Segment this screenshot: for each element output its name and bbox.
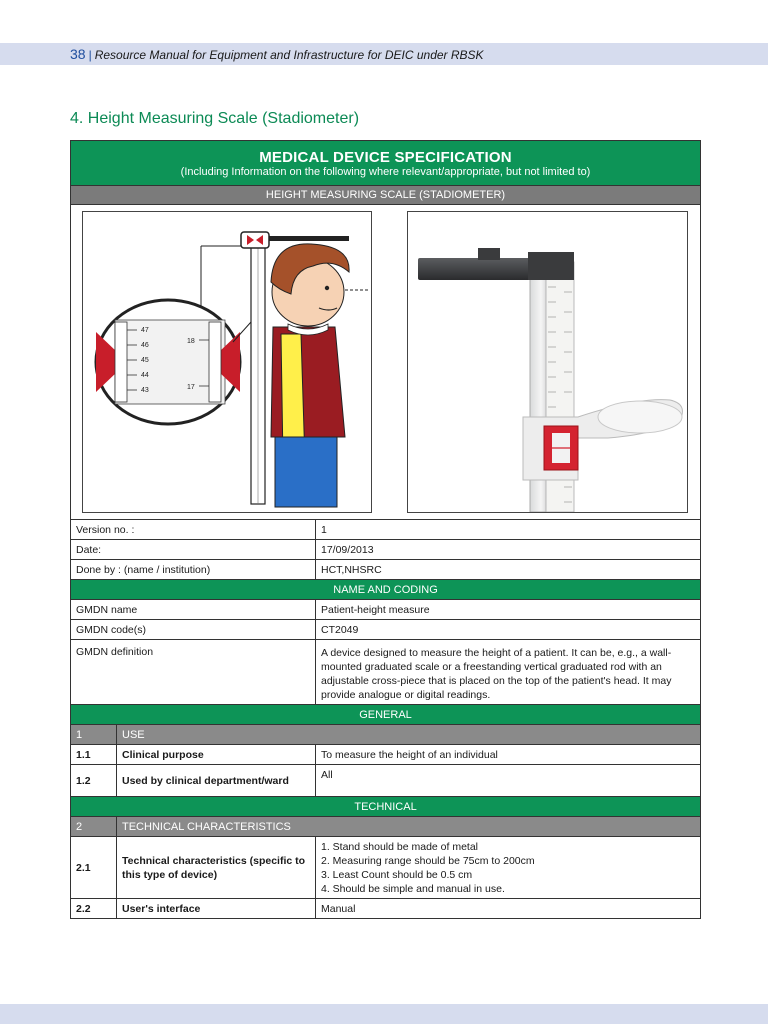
tick-43: 43 [141, 387, 149, 394]
tech-item-4: 4. Should be simple and manual in use. [321, 882, 505, 895]
tech-title: TECHNICAL CHARACTERISTICS [117, 817, 701, 837]
gmdn-definition-value: A device designed to measure the height of a patient. It can be, e.g., a wall-mounted graduated scale or a freestanding vertical graduated rod with an adjustable cross-piece that is placed on the top of the patient's head. It may provide analogue or digital readings. [316, 640, 701, 705]
tick-47: 47 [141, 327, 149, 334]
page-number: 38 [70, 46, 86, 62]
tech-number: 2 [71, 817, 117, 837]
meta-label-date: Date: [71, 540, 316, 560]
spec-heading-cell [71, 141, 701, 186]
gmdn-code-value: CT2049 [316, 620, 701, 640]
meta-value-done-by: HCT,NHSRC [316, 560, 701, 580]
gmdn-definition-label: GMDN definition [71, 640, 316, 705]
header-title: Resource Manual for Equipment and Infrastructure for DEIC under RBSK [94, 48, 484, 62]
child-measurement-drawing [83, 212, 371, 512]
tick-18: 18 [187, 338, 195, 345]
tech-item-1: 1. Stand should be made of metal [321, 840, 479, 853]
device-images-cell [71, 205, 701, 520]
meta-label-done-by: Done by : (name / institution) [71, 560, 316, 580]
tick-45: 45 [141, 357, 149, 364]
row-1-2-number: 1.2 [71, 765, 117, 797]
department-label: Used by clinical department/ward [117, 765, 316, 797]
meta-label-version: Version no. : [71, 520, 316, 540]
tech-characteristics-label: Technical characteristics (specific to this type of device) [117, 837, 316, 899]
row-2-2-number: 2.2 [71, 899, 117, 919]
gmdn-code-label: GMDN code(s) [71, 620, 316, 640]
section-title: 4. Height Measuring Scale (Stadiometer) [70, 110, 360, 127]
use-number: 1 [71, 725, 117, 745]
meta-value-date: 17/09/2013 [316, 540, 701, 560]
page-header [70, 45, 484, 64]
row-2-1-number: 2.1 [71, 837, 117, 899]
specification-table [70, 140, 701, 919]
clinical-purpose-label: Clinical purpose [117, 745, 316, 765]
device-name-bar: HEIGHT MEASURING SCALE (STADIOMETER) [71, 186, 701, 205]
tech-characteristics-value [316, 837, 701, 899]
stadiometer-illustration [82, 211, 372, 513]
technical-section-header: TECHNICAL [71, 797, 701, 817]
stadiometer-device-drawing [408, 212, 687, 512]
spec-subheading: (Including Information on the following where relevant/appropriate, but not limited to) [180, 165, 591, 178]
meta-value-version: 1 [316, 520, 701, 540]
department-value: All [316, 765, 701, 797]
tick-44: 44 [141, 372, 149, 379]
gmdn-name-value: Patient-height measure [316, 600, 701, 620]
row-1-1-number: 1.1 [71, 745, 117, 765]
tech-item-2: 2. Measuring range should be 75cm to 200cm [321, 854, 535, 867]
clinical-purpose-value: To measure the height of an individual [316, 745, 701, 765]
stadiometer-photo [407, 211, 688, 513]
tick-17: 17 [187, 384, 195, 391]
user-interface-label: User's interface [117, 899, 316, 919]
name-coding-section-header: NAME AND CODING [71, 580, 701, 600]
general-section-header: GENERAL [71, 705, 701, 725]
user-interface-value: Manual [316, 899, 701, 919]
use-title: USE [117, 725, 701, 745]
tick-46: 46 [141, 342, 149, 349]
footer-band [0, 1004, 768, 1024]
gmdn-name-label: GMDN name [71, 600, 316, 620]
spec-heading: MEDICAL DEVICE SPECIFICATION [259, 148, 512, 166]
header-separator: | [88, 48, 92, 62]
tech-item-3: 3. Least Count should be 0.5 cm [321, 868, 473, 881]
